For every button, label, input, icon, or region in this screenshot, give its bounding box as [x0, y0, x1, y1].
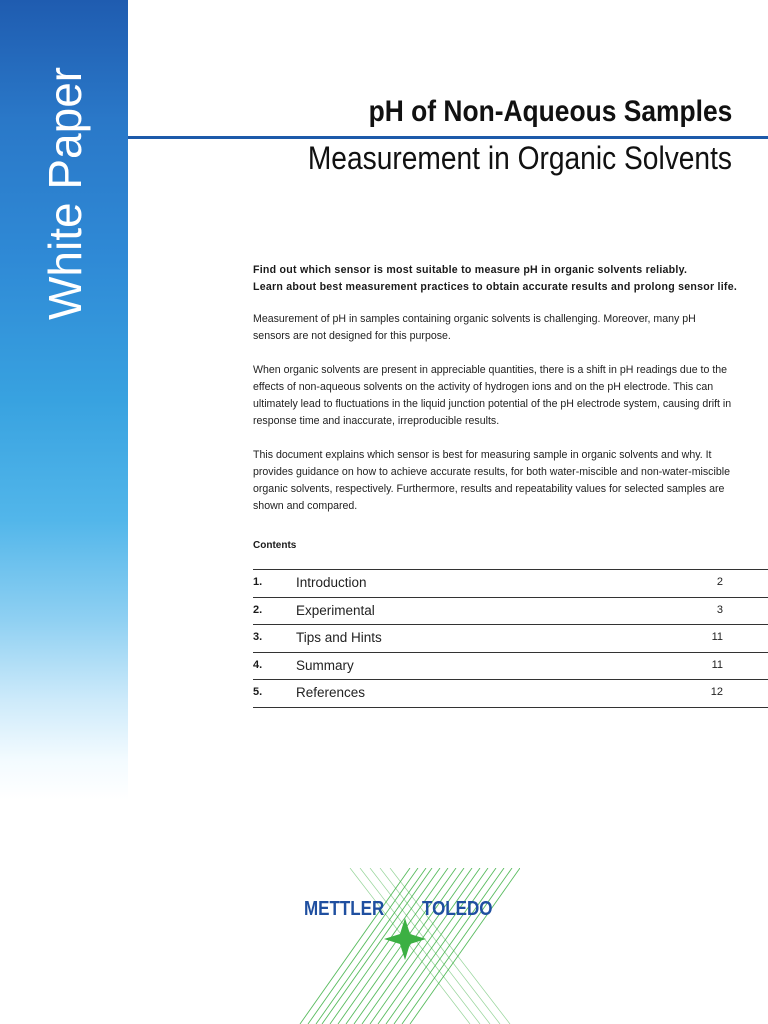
toc-title: References	[296, 685, 366, 701]
toc-page: 2	[716, 576, 723, 588]
toc-page: 12	[710, 686, 723, 699]
toc-title: Tips and Hints	[296, 630, 382, 646]
page-subtitle: Measurement in Organic Solvents	[307, 140, 732, 176]
title-divider	[128, 136, 768, 139]
page-title: pH of Non-Aqueous Samples	[368, 95, 732, 128]
logo-text-toledo: TOLEDO	[422, 898, 493, 920]
white-paper-label: White Paper	[39, 66, 91, 320]
body-paragraph-3: This document explains which sensor is best for measuring sample in organic solvents and why. It provides guidance on how to achieve accurate results, for both water-miscible and non-water-miscible organic solvents, respectively. Furthermore, results and repeatability values for selected samples are shown and compared.	[253, 449, 730, 512]
logo-text-mettler: METTLER	[304, 898, 385, 920]
body-paragraph-1: Measurement of pH in samples containing organic solvents is challenging. Moreover, many pH sensors are not designed for this purpose.	[253, 313, 696, 342]
table-of-contents	[253, 569, 768, 708]
toc-page: 11	[711, 631, 723, 644]
toc-page: 11	[711, 658, 723, 671]
mettler-toledo-logo-mark	[290, 868, 520, 1024]
intro-summary	[253, 262, 738, 296]
toc-number: 5.	[253, 686, 263, 699]
toc-row[interactable]	[253, 598, 768, 626]
toc-number: 2.	[253, 603, 263, 616]
toc-page: 3	[716, 603, 723, 616]
intro-line-2: Learn about best measurement practices to obtain accurate results and prolong sensor life.	[253, 281, 738, 293]
toc-title: Introduction	[296, 575, 367, 590]
toc-row[interactable]	[253, 625, 768, 653]
toc-row[interactable]	[253, 680, 768, 708]
toc-row[interactable]	[253, 570, 768, 598]
side-band	[0, 0, 128, 1024]
body-paragraph-2: When organic solvents are present in appreciable quantities, there is a shift in pH readings due to the effects of non-aqueous solvents on the activity of hydrogen ions and on the pH electrode. This can ultimately lead to fluctuations in the liquid junction potential of the pH electrode system, causing drift in response time and inaccurate, irreproducible results.	[253, 364, 732, 427]
toc-title: Experimental	[296, 602, 375, 618]
toc-number: 1.	[253, 576, 263, 588]
toc-number: 4.	[253, 658, 263, 671]
contents-heading: Contents	[253, 540, 297, 551]
toc-number: 3.	[253, 631, 263, 644]
toc-title: Summary	[296, 657, 354, 673]
intro-line-1: Find out which sensor is most suitable to measure pH in organic solvents reliably.	[253, 264, 688, 276]
toc-row[interactable]	[253, 653, 768, 681]
